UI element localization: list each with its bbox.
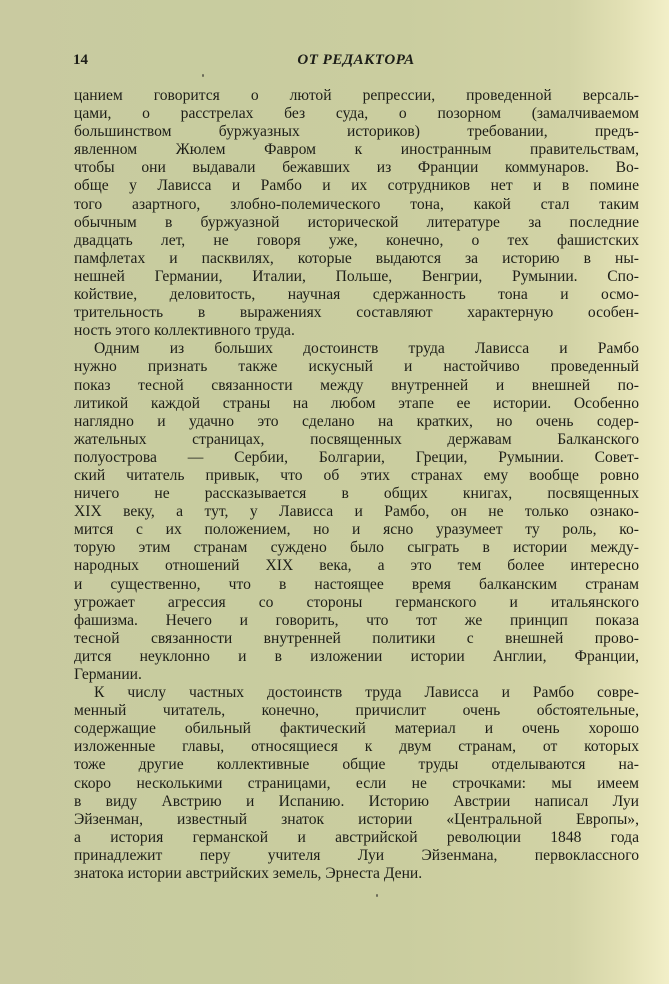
running-title: ОТ РЕДАКТОРА xyxy=(297,52,415,68)
text-line: обычным в буржуазной исторической литературе за последние xyxy=(74,213,639,231)
text-line: жательных страницах, посвященных державам Балканского xyxy=(74,430,639,448)
text-line: знатока истории австрийских земель, Эрнеста Дени. xyxy=(74,865,423,883)
print-speck xyxy=(376,894,378,897)
text-line: мится с их положением, но и ясно уразумеет ту роль, ко- xyxy=(74,521,639,539)
text-line: ский читатель привык, что об этих странах ему вообще ровно xyxy=(74,466,639,484)
text-line: нужно признать также искусный и настойчиво проведенный xyxy=(74,358,639,376)
text-line: трительность в выражениях составляют характерную особен- xyxy=(74,304,639,322)
text-line: менный читатель, конечно, причислит очень обстоятельные, xyxy=(74,702,639,720)
text-line: К числу частных достоинств труда Лависса и Рамбо совре- xyxy=(94,684,639,702)
text-line: угрожает агрессия со стороны германского и итальянского xyxy=(74,593,639,611)
text-line: скоро несколькими страницами, если не строчками: мы имеем xyxy=(74,774,639,792)
text-line: ничего не рассказывается в общих книгах, посвященных xyxy=(74,485,639,503)
text-line: Эйзенман, известный знаток истории «Центральной Европы», xyxy=(74,810,639,828)
text-line: показ тесной связанности между внутренней и внешней по- xyxy=(74,376,639,394)
text-line: тесной связанности внутренней политики с внешней прово- xyxy=(74,629,639,647)
text-line: наглядно и удачно это сделано на кратких, но очень содер- xyxy=(74,412,639,430)
page-body-text xyxy=(74,87,639,883)
text-line: Одним из больших достоинств труда Лависса и Рамбо xyxy=(94,340,639,358)
print-speck xyxy=(202,74,204,77)
text-line: торую этим странам суждено было сыграть в истории между- xyxy=(74,539,639,557)
paragraph xyxy=(74,87,639,340)
text-line: цами, о расстрелах без суда, о позорном (замалчиваемом xyxy=(74,105,639,123)
text-line: нешней Германии, Италии, Польше, Венгрии, Румынии. Спо- xyxy=(74,267,639,285)
text-line: а история германской и австрийской революции 1848 года xyxy=(74,828,639,846)
text-line: обще у Лависса и Рамбо и их сотрудников нет и в помине xyxy=(74,177,639,195)
text-line: ность этого коллективного труда. xyxy=(74,322,295,340)
text-line: чтобы они выдавали бежавших из Франции коммунаров. Во- xyxy=(74,159,639,177)
text-line: явленном Жюлем Фавром к иностранным правительствам, xyxy=(74,141,639,159)
text-line: большинством буржуазных историков) требовании, предъ- xyxy=(74,123,639,141)
text-line: того азартного, злобно-полемического тона, какой стал таким xyxy=(74,195,639,213)
page-number: 14 xyxy=(73,52,88,68)
text-line: цанием говорится о лютой репрессии, проведенной версаль- xyxy=(74,87,639,104)
text-line: народных отношений XIX века, а это тем более интересно xyxy=(74,557,639,575)
text-line: Германии. xyxy=(74,666,142,683)
text-line: двадцать лет, не говоря уже, конечно, о тех фашистских xyxy=(74,231,639,249)
text-line: содержащие обильный фактический материал и очень хорошо xyxy=(74,720,639,738)
paragraph xyxy=(74,340,639,684)
text-line: койствие, деловитость, научная сдержанность тона и осмо- xyxy=(74,286,639,304)
text-line: изложенные главы, относящиеся к двум странам, от которых xyxy=(74,738,639,756)
text-line: тоже другие коллективные общие труды отделываются на- xyxy=(74,756,639,774)
text-line: фашизма. Нечего и говорить, что тот же принцип показа xyxy=(74,611,639,629)
text-line: и существенно, что в настоящее время балканским странам xyxy=(74,575,639,593)
text-line: XIX веку, а тут, у Лависса и Рамбо, он не только ознако- xyxy=(74,503,639,521)
paragraph xyxy=(74,684,639,883)
text-line: в виду Австрию и Испанию. Историю Австрии написал Луи xyxy=(74,792,639,810)
text-line: принадлежит перу учителя Луи Эйзенмана, первоклассного xyxy=(74,846,639,864)
text-line: дится неуклонно и в изложении истории Англии, Франции, xyxy=(74,647,639,665)
text-line: памфлетах и пасквилях, которые выдаются за историю в ны- xyxy=(74,249,639,267)
text-line: полуострова — Сербии, Болгарии, Греции, Румынии. Совет- xyxy=(74,448,639,466)
text-line: литикой каждой страны на любом этапе ее истории. Особенно xyxy=(74,394,639,412)
page-header xyxy=(73,52,639,72)
